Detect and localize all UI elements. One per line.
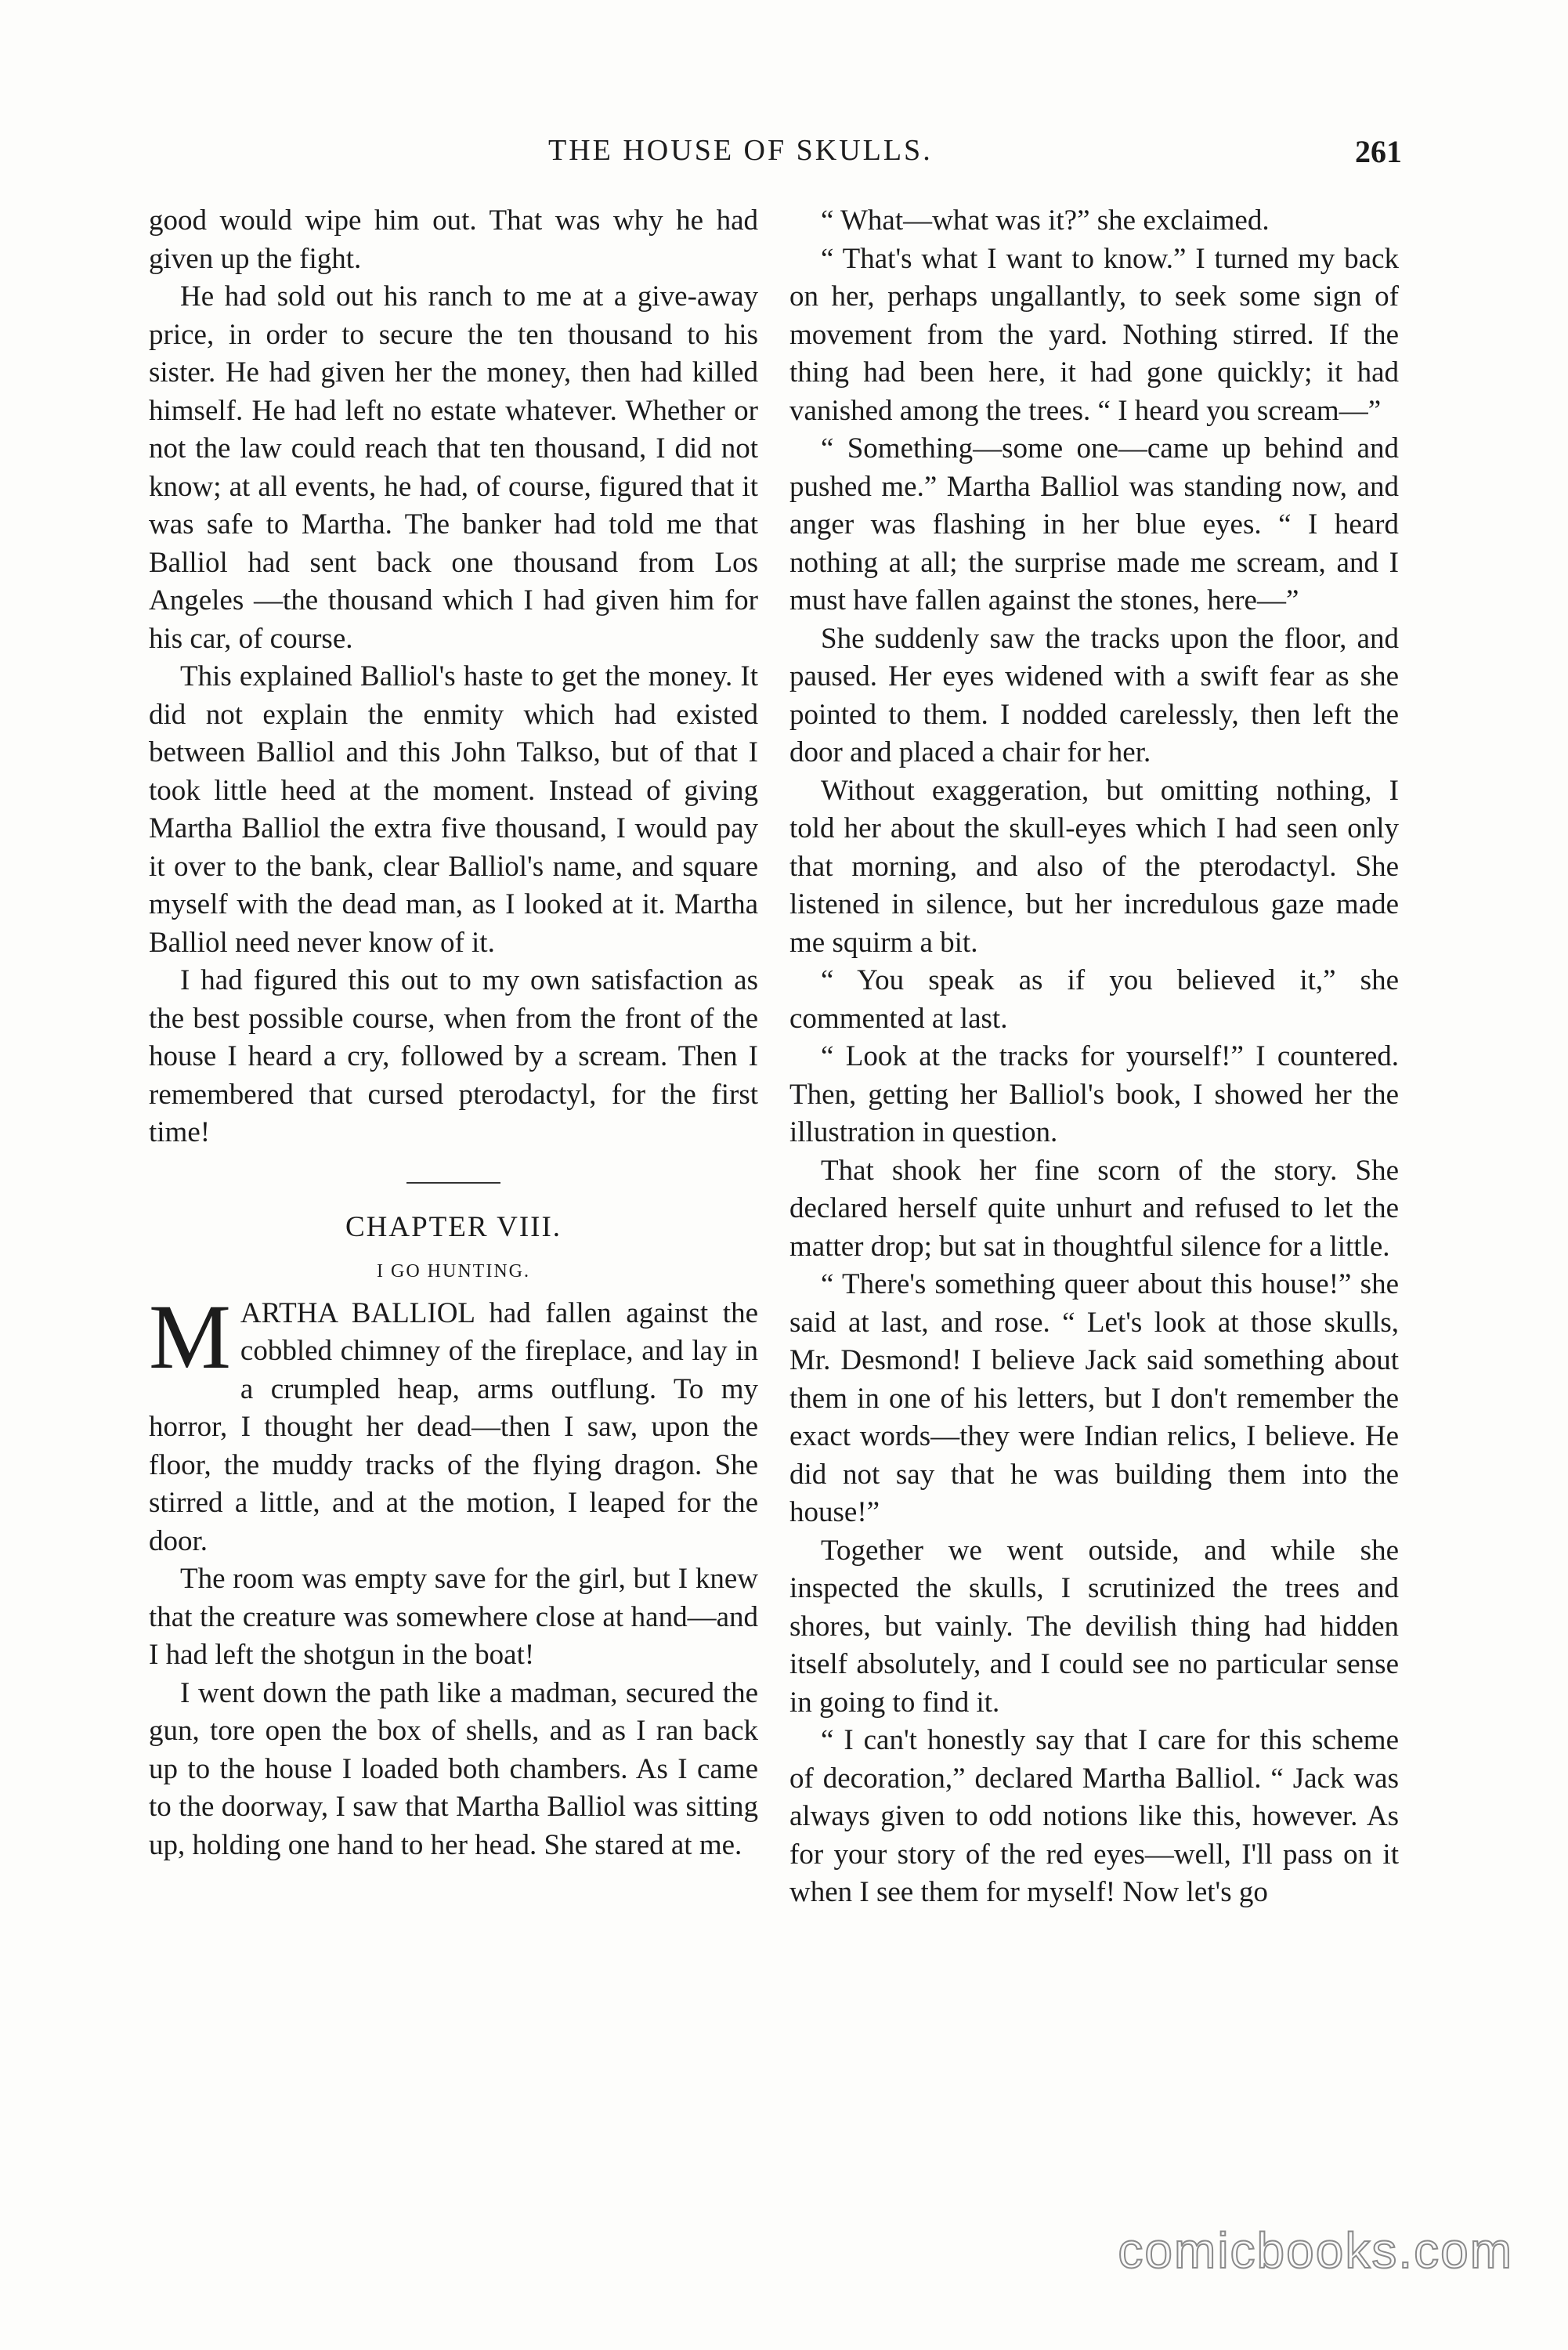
paragraph: “ I can't honestly say that I care for this scheme of decoration,” declared Martha Balliol. “ Jack was always given to odd notions like this, however. As for your story of the red eyes—well, I'll pass on it when I see them for myself! Now let's go — [789, 1724, 1399, 1908]
paragraph: I went down the path like a madman, secured the gun, tore open the box of shells, and as I ran back up to the house I loaded both chambers. As I came to the doorway, I saw that Martha Balliol was sitting up, holding one hand to her head. She stared at me. — [149, 1676, 758, 1861]
paragraph: Together we went outside, and while she inspected the skulls, I scrutinized the trees and shores, but vainly. The devilish thing had hidden itself absolutely, and I could see no particular sense in going to find it. — [789, 1534, 1399, 1719]
drop-cap: M — [149, 1285, 231, 1388]
paragraph: The room was empty save for the girl, but I knew that the creature was somewhere close at hand—and I had left the shotgun in the boat! — [149, 1563, 758, 1671]
paragraph: I had figured this out to my own satisfaction as the best possible course, when from the front of the house I heard a cry, followed by a scream. Then I remembered that cursed pterodactyl, for the first time! — [149, 964, 758, 1148]
paragraph: “ What—what was it?” she exclaimed. — [821, 204, 1270, 237]
paragraph: “ Look at the tracks for yourself!” I countered. Then, getting her Balliol's book, I showed her the illustration in question. — [789, 1040, 1399, 1148]
paragraph: “ Something—some one—came up behind and pushed me.” Martha Balliol was standing now, and anger was flashing in her blue eyes. “ I heard nothing at all; the surprise made me scream, and I must have fallen against the stones, here—” — [789, 432, 1399, 616]
paragraph: “ That's what I want to know.” I turned my back on her, perhaps ungallantly, to seek some sign of movement from the yard. Nothing stirred. If the thing had been here, it had gone quickly; it had vanished among the trees. “ I heard you scream—” — [789, 242, 1399, 427]
page-header — [149, 133, 1402, 180]
paragraph: “ You speak as if you believed it,” she commented at last. — [789, 964, 1399, 1035]
paragraph-text: ARTHA BALLIOL had fallen against the cobbled chimney of the fireplace, and lay in a crumpled heap, arms outflung. To my horror, I thought her dead—then I saw, upon the floor, the muddy tracks of the flying dragon. She stirred a little, and at the motion, I leaped for the door. — [149, 1296, 758, 1557]
section-divider — [406, 1182, 500, 1184]
chapter-title: CHAPTER VIII. — [345, 1210, 562, 1243]
chapter-subtitle: I GO HUNTING. — [377, 1260, 530, 1282]
page-number: 261 — [1355, 134, 1402, 169]
chapter-opening-paragraph — [149, 1285, 758, 1561]
running-title: THE HOUSE OF SKULLS. — [548, 134, 933, 167]
paragraph: She suddenly saw the tracks upon the floor, and paused. Her eyes widened with a swift fear as she pointed to them. I nodded carelessly, then left the door and placed a chair for her. — [789, 622, 1399, 768]
paragraph: Without exaggeration, but omitting nothing, I told her about the skull-eyes which I had seen only that morning, and also of the pterodactyl. She listened in silence, but her incredulous gaze made me squirm a bit. — [789, 774, 1399, 959]
paragraph: This explained Balliol's haste to get the money. It did not explain the enmity which had existed between Balliol and this John Talkso, but of that I took little heed at the moment. Instead of giving Martha Balliol the extra five thousand, I would pay it over to the bank, clear Balliol's name, and square myself with the dead man, as I looked at it. Martha Balliol need never know of it. — [149, 660, 758, 959]
paragraph: That shook her fine scorn of the story. She declared herself quite unhurt and refused to let the matter drop; but sat in thoughtful silence for a little. — [789, 1154, 1399, 1263]
paragraph: good would wipe him out. That was why he had given up the fight. — [149, 204, 758, 275]
left-column — [149, 202, 758, 1864]
right-column — [789, 202, 1399, 1912]
watermark: comicbooks.com — [1118, 2222, 1513, 2279]
paragraph: He had sold out his ranch to me at a give-away price, in order to secure the ten thousand to his sister. He had given her the money, then had killed himself. He had left no estate whatever. Whether or not the law could reach that ten thousand, I did not know; at all events, he had, of course, figured that it was safe to Martha. The banker had told me that Balliol had sent back one thousand from Los Angeles —the thousand which I had given him for his car, of course. — [149, 280, 758, 655]
paragraph: “ There's something queer about this house!” she said at last, and rose. “ Let's look at those skulls, Mr. Desmond! I believe Jack said something about them in one of his letters, but I don't remember the exact words—they were Indian relics, I believe. He did not say that he was building them into the house!” — [789, 1268, 1399, 1528]
